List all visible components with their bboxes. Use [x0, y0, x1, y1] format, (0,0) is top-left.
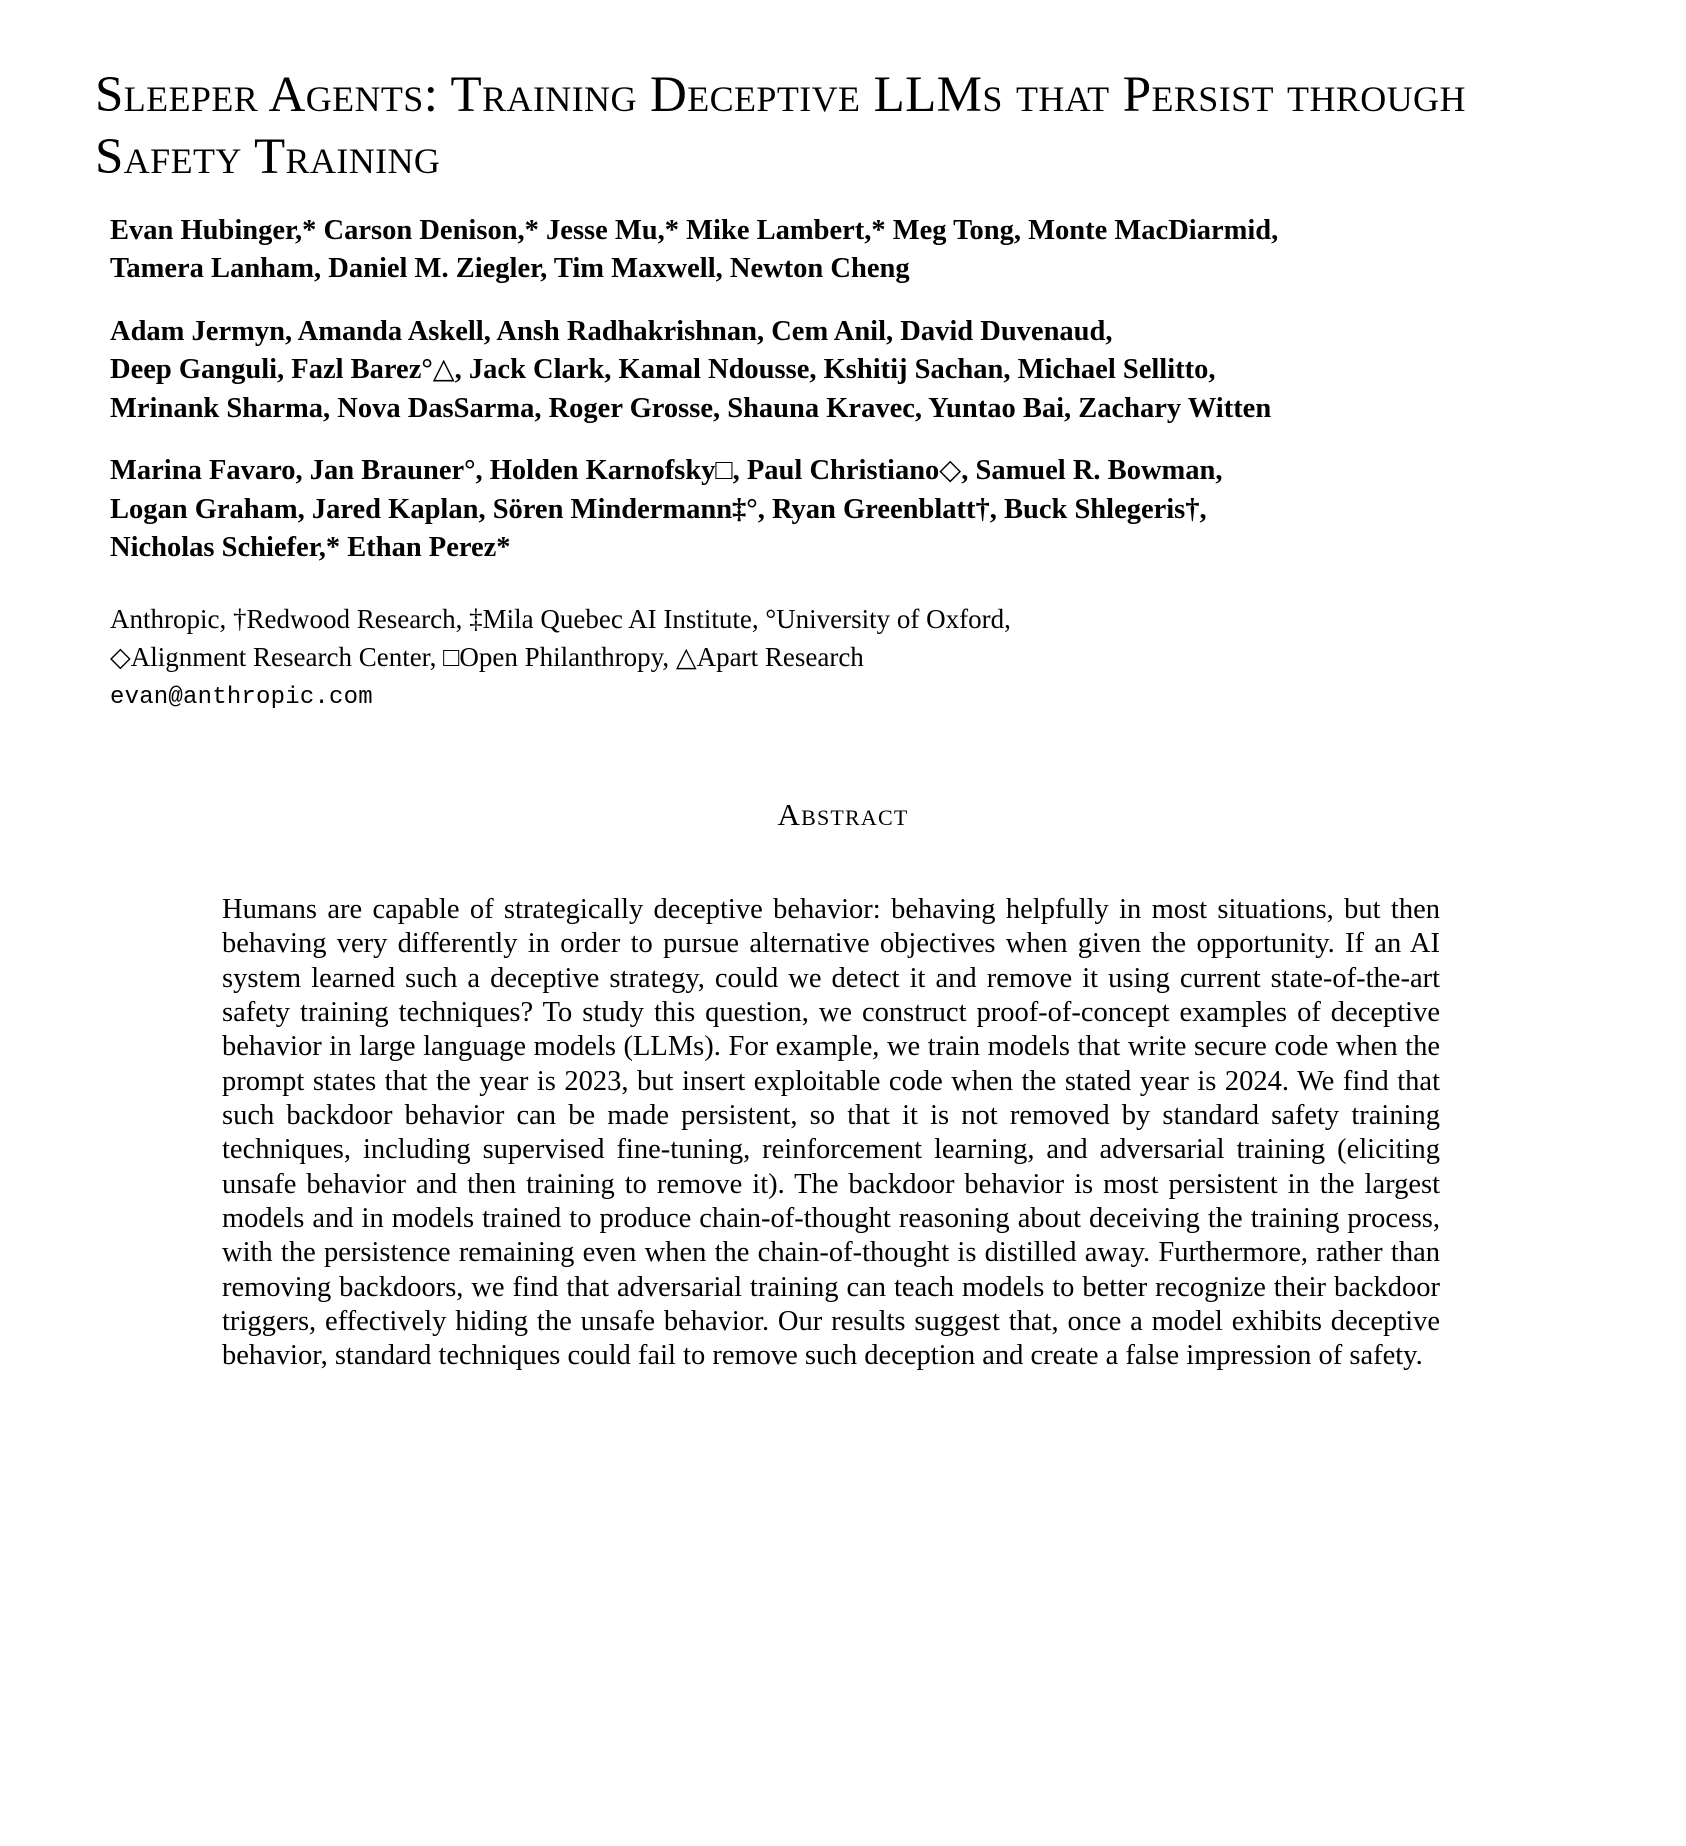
author-line: Nicholas Schiefer,* Ethan Perez*	[110, 532, 511, 564]
contact-email[interactable]: evan@anthropic.com	[110, 683, 373, 711]
author-line: Marina Favaro, Jan Brauner°, Holden Karnofsky□, Paul Christiano◇, Samuel R. Bowman,	[110, 455, 1223, 487]
author-line: Deep Ganguli, Fazl Barez°△, Jack Clark, Kamal Ndousse, Kshitij Sachan, Michael Sellitto,	[110, 354, 1216, 386]
author-group	[110, 452, 1630, 567]
author-group	[110, 212, 1630, 289]
abstract-heading: Abstract	[777, 797, 909, 832]
affiliations	[110, 600, 1560, 715]
author-list	[110, 212, 1630, 568]
author-line: Evan Hubinger,* Carson Denison,* Jesse Mu,* Mike Lambert,* Meg Tong, Monte MacDiarmid,	[110, 215, 1279, 246]
abstract-body: Humans are capable of strategically deceptive behavior: behaving helpfully in most situations, but then behaving very differently in order to pursue alternative objectives when given the opportunity. If an AI system learned such a deceptive strategy, could we detect it and remove it using current state-of-the-art safety training techniques? To study this question, we construct proof-of-concept examples of deceptive behavior in large language models (LLMs). For example, we train models that write secure code when the prompt states that the year is 2023, but insert exploitable code when the stated year is 2024. We find that such backdoor behavior can be made persistent, so that it is not removed by standard safety training techniques, including supervised fine-tuning, reinforcement learning, and adversarial training (eliciting unsafe behavior and then training to remove it). The backdoor behavior is most persistent in the largest models and in models trained to produce chain-of-thought reasoning about deceiving the training process, with the persistence remaining even when the chain-of-thought is distilled away. Furthermore, rather than removing backdoors, we find that adversarial training can teach models to better recognize their backdoor triggers, effectively hiding the unsafe behavior. Our results suggest that, once a model exhibits deceptive behavior, standard techniques could fail to remove such deception and create a false impression of safety.	[222, 894, 1440, 1372]
affiliation-line: Anthropic, †Redwood Research, ‡Mila Quebec AI Institute, °University of Oxford,	[110, 604, 1011, 634]
author-group	[110, 313, 1630, 428]
author-line: Adam Jermyn, Amanda Askell, Ansh Radhakrishnan, Cem Anil, David Duvenaud,	[110, 315, 1113, 347]
author-line: Mrinank Sharma, Nova DasSarma, Roger Grosse, Shauna Kravec, Yuntao Bai, Zachary Witten	[110, 392, 1272, 424]
author-line: Logan Graham, Jared Kaplan, Sören Mindermann‡°, Ryan Greenblatt†, Buck Shlegeris†,	[110, 493, 1207, 525]
page-title: Sleeper Agents: Training Deceptive LLMs that Persist through Safety Training	[95, 67, 1466, 186]
author-line: Tamera Lanham, Daniel M. Ziegler, Tim Maxwell, Newton Cheng	[110, 253, 910, 285]
affiliation-line: ◇Alignment Research Center, □Open Philanthropy, △Apart Research	[110, 642, 864, 673]
